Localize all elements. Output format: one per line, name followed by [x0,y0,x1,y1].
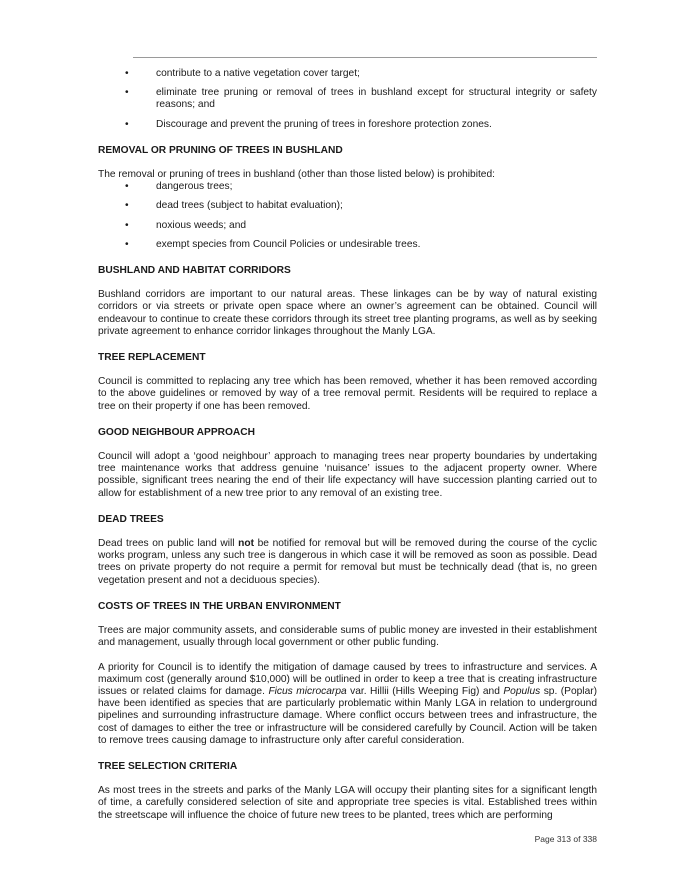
removal-intro: The removal or pruning of trees in bushland (other than those listed below) is prohibited: [98,169,495,181]
list-item: • eliminate tree pruning or removal of trees in bushland except for structural integrity or safety reasons; and [125,87,597,111]
bullet-icon: • [125,87,129,99]
page-content [98,68,597,822]
replacement-paragraph: Council is committed to replacing any tree which has been removed, whether it has been removed according to the above guidelines or removed by way of a tree removal permit. Residents will be required to replace a tree on their property if one has been removed. [98,376,597,412]
emphasis-not: not [238,538,254,550]
list-item: • exempt species from Council Policies or undesirable trees. [125,238,421,250]
list-item: • contribute to a native vegetation cover target; [125,68,360,79]
costs-paragraph-2: A priority for Council is to identify the mitigation of damage caused by trees to infrastructure and services. A maximum cost (generally around $10,000) will be outlined in order to keep a tree that is creating infrastructure issues or related claims for damage. Ficus microcarpa var. Hillii (Hills Weeping Fig) and Populus sp. (Poplar) have been identified as species that are particularly problematic within Manly LGA in relation to underground pipelines and surrounding infrastructure damage. Where conflict occurs between trees and infrastructure, the cost of damages to either the tree or infrastructure will be considered carefully by Council. Action will be taken to remove trees causing damage to infrastructure only after careful consideration. [98,661,598,746]
list-item: • dangerous trees; [125,181,233,193]
list-item: • Discourage and prevent the pruning of trees in foreshore protection zones. [125,118,492,130]
bullet-icon: • [125,68,129,79]
species-name: Ficus microcarpa [268,685,347,697]
heading-dead-trees: DEAD TREES [98,513,164,525]
header-rule [133,57,597,58]
bullet-icon: • [125,219,129,231]
heading-removal: REMOVAL OR PRUNING OF TREES IN BUSHLAND [98,144,343,156]
list-item: • noxious weeds; and [125,219,247,231]
selection-paragraph: As most trees in the streets and parks of the Manly LGA will occupy their planting sites for a significant length of time, a carefully considered selection of site and appropriate tree species is vital. Established trees within the streetscape will influence the choice of future new trees to be planted, trees which are performing [98,785,597,821]
heading-costs: COSTS OF TREES IN THE URBAN ENVIRONMENT [98,600,341,612]
neighbour-paragraph: Council will adopt a ‘good neighbour’ approach to managing trees near property boundaries by undertaking tree maintenance works that address genuine ‘nuisance’ issues to the adjacent property owner. Where possible, significant trees nearing the end of their life expectancy will have succession planting carried out to allow for establishment of a new tree prior to any removal of an existing tree. [98,451,597,499]
species-name: Populus [503,685,541,697]
page-number: Page 313 of 338 [534,834,597,844]
bullet-icon: • [125,181,129,193]
heading-selection: TREE SELECTION CRITERIA [98,760,238,772]
heading-neighbour: GOOD NEIGHBOUR APPROACH [98,426,255,438]
corridors-paragraph: Bushland corridors are important to our natural areas. These linkages can be by way of natural existing corridors or via streets or private open space where an owner’s agreement can be obtained. Council will endeavour to continue to create these corridors through its street tree planting programs, as well as by seeking private agreement to enhance corridor linkages throughout the Manly LGA. [98,289,597,337]
list-item: • dead trees (subject to habitat evaluation); [125,200,343,212]
bullet-icon: • [125,238,129,250]
bullet-icon: • [125,200,129,212]
heading-replacement: TREE REPLACEMENT [98,352,206,364]
dead-trees-paragraph: Dead trees on public land will not be notified for removal but will be removed during the course of the cyclic works program, unless any such tree is dangerous in which case it will be removed as soon as possible. Dead trees on private property do not require a permit for removal but must be technically dead (that is, no green vegetation present and not a deciduous species). [98,538,597,586]
bullet-list-exceptions [98,181,597,251]
costs-paragraph-1: Trees are major community assets, and considerable sums of public money are invested in their establishment and management, usually through local government or other public funding. [98,625,597,649]
bullet-list-objectives [98,68,597,131]
heading-corridors: BUSHLAND AND HABITAT CORRIDORS [98,265,291,277]
bullet-icon: • [125,118,129,130]
